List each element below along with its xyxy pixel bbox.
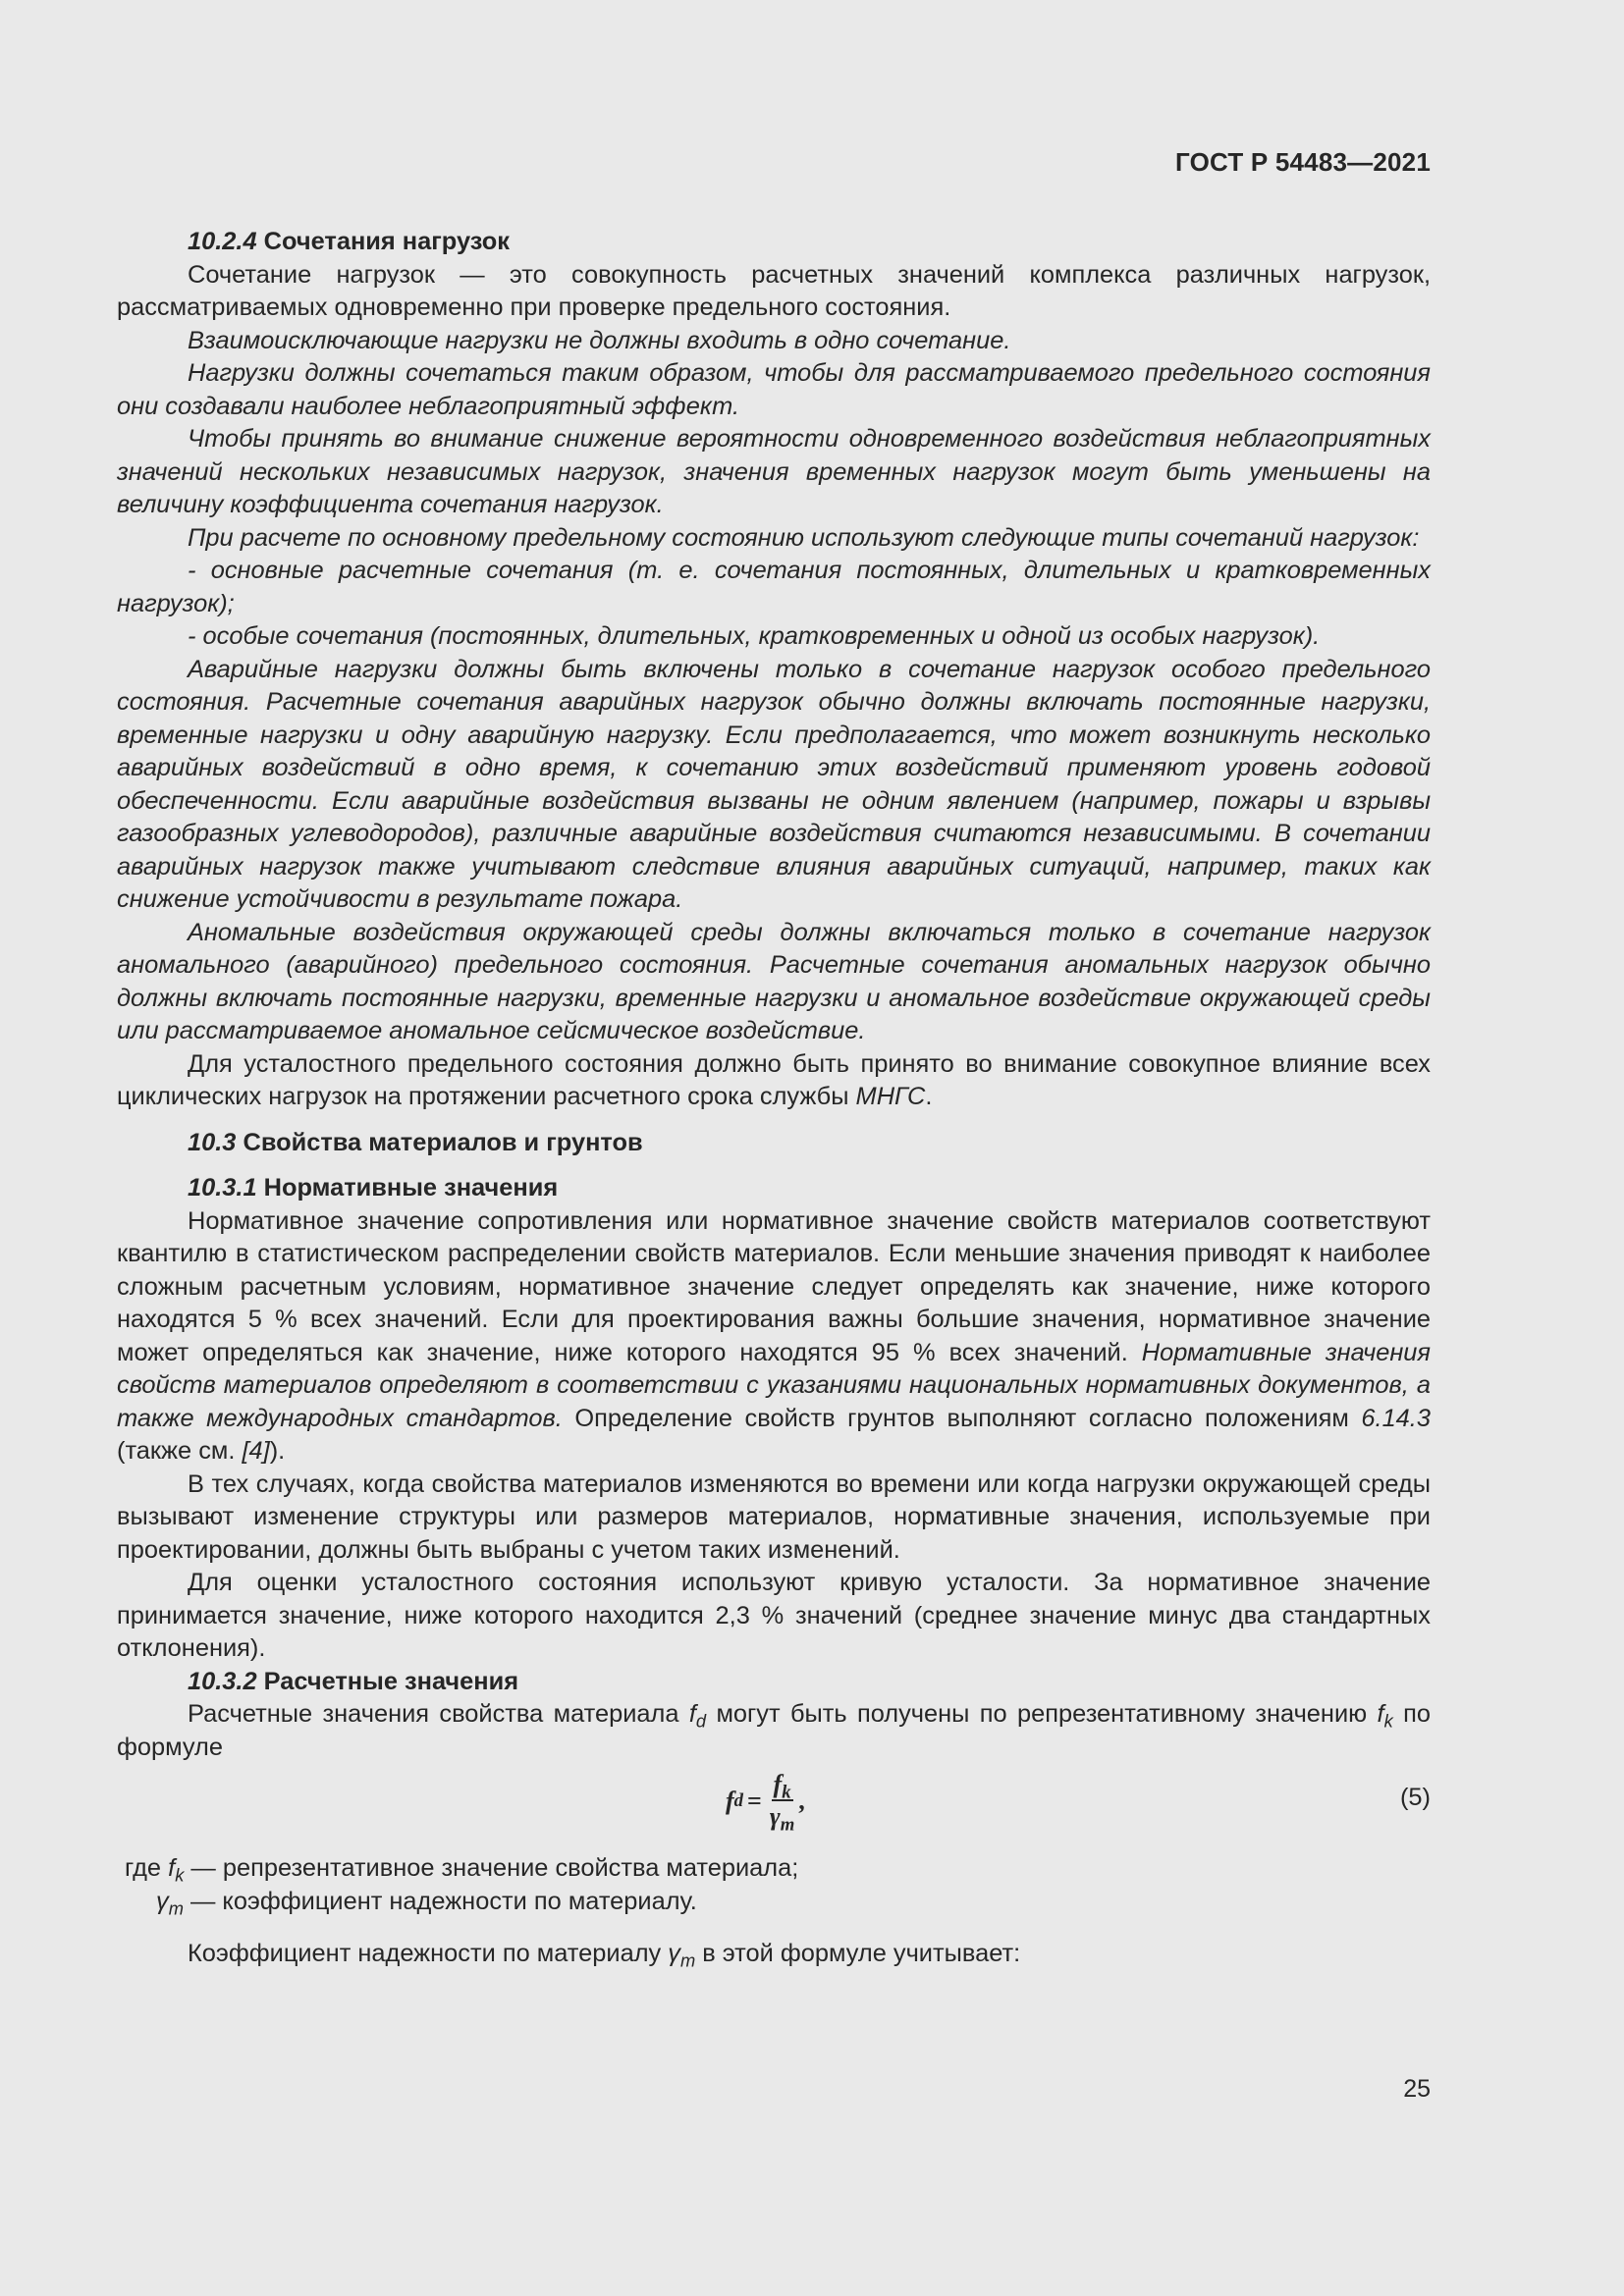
section-10-3-heading: 10.3 Свойства материалов и грунтов	[188, 1128, 643, 1156]
page-number: 25	[1403, 2075, 1431, 2103]
document-header: ГОСТ Р 54483—2021	[1175, 147, 1431, 177]
where-line-2: $\gamma_m$ — коэффициент надежности по материалу.	[156, 1887, 697, 1918]
paragraph: Для усталостного предельного состояния должно быть принято во внимание совокупное влияние всех циклических нагрузок на протяжении расчетного срока службы МНГС.	[117, 1049, 1431, 1110]
section-10-3-2-heading: 10.3.2 Расчетные значения	[188, 1667, 519, 1695]
paragraph: Взаимоисключающие нагрузки не должны входить в одно сочетание.	[188, 326, 1011, 354]
paragraph: Расчетные значения свойства материала $f_d$ могут быть получены по репрезентативному значению $f_k$ по формуле	[117, 1700, 1431, 1761]
where-line-1: где $f_k$ — репрезентативное значение свойства материала;	[125, 1854, 799, 1886]
formula-fraction: $\frac{f_k}{\gamma_m}$	[769, 1770, 795, 1836]
paragraph: В тех случаях, когда свойства материалов изменяются во времени или когда нагрузки окружающей среды вызывают изменение структуры или размеров материалов, нормативные значения, используемые при проектировании, должны быть выбраны с учетом таких изменений.	[117, 1469, 1431, 1564]
formula-number: (5)	[1399, 1784, 1431, 1811]
formula-expression: f d = $\frac{f_k}{\gamma_m}$ ,	[726, 1770, 805, 1836]
paragraph: Аномальные воздействия окружающей среды должны включаться только в сочетание нагрузок аномального (аварийного) предельного состояния. Расчетные сочетания аномальных нагрузок обычно должны включать постоянные нагрузки, временные нагрузки и аномальное воздействие окружающей среды или рассматриваемое аномальное сейсмическое воздействие.	[117, 918, 1431, 1044]
section-10-3-1-heading: 10.3.1 Нормативные значения	[188, 1174, 559, 1201]
document-body	[117, 226, 1431, 1971]
list-item: - основные расчетные сочетания (т. е. сочетания постоянных, длительных и кратковременных нагрузок);	[117, 557, 1431, 617]
paragraph: Аварийные нагрузки должны быть включены только в сочетание нагрузок особого предельного состояния. Расчетные сочетания аварийных нагрузок обычно должны включать постоянные нагрузки, временные нагрузки и одну аварийную нагрузку. Если предполагается, что может возникнуть несколько аварийных воздействий в одно время, к сочетанию этих воздействий применяют уровень годовой обеспеченности. Если аварийные воздействия вызваны не одним явлением (например, пожары и взрывы газообразных углеводородов), различные аварийные воздействия считаются независимыми. В сочетании аварийных нагрузок также учитывают следствие влияния аварийных ситуаций, например, таких как снижение устойчивости в результате пожара.	[117, 655, 1431, 913]
formula-5	[117, 1768, 1431, 1844]
paragraph: Чтобы принять во внимание снижение вероятности одновременного воздействия неблагоприятных значений нескольких независимых нагрузок, значения временных нагрузок могут быть уменьшены на величину коэффициента сочетания нагрузок.	[117, 425, 1431, 518]
section-10-2-4-heading: 10.2.4 Сочетания нагрузок	[188, 228, 510, 255]
paragraph: При расчете по основному предельному состоянию используют следующие типы сочетаний нагрузок:	[188, 523, 1420, 552]
list-item: - особые сочетания (постоянных, длительных, кратковременных и одной из особых нагрузок).	[188, 622, 1321, 650]
paragraph: Коэффициент надежности по материалу $\gamma_m$ в этой формуле учитывает:	[188, 1940, 1021, 1971]
paragraph: Для оценки усталостного состояния используют кривую усталости. За нормативное значение принимается значение, ниже которого находится 2,3 % значений (среднее значение минус два стандартных отклонения).	[117, 1569, 1431, 1662]
document-page	[117, 0, 1431, 2296]
paragraph: Нагрузки должны сочетаться таким образом, чтобы для рассматриваемого предельного состояния они создавали наиболее неблагоприятный эффект.	[117, 359, 1431, 420]
paragraph: Сочетание нагрузок — это совокупность расчетных значений комплекса различных нагрузок, рассматриваемых одновременно при проверке предельного состояния.	[117, 260, 1431, 321]
paragraph: Нормативное значение сопротивления или нормативное значение свойств материалов соответствуют квантилю в статистическом распределении свойств материалов. Если меньшие значения приводят к наиболее сложным расчетным условиям, нормативное значение следует определять как значение, ниже которого находятся 5 % всех значений. Если для проектирования важны большие значения, нормативное значение может определяться как значение, ниже которого находятся 95 % всех значений. Нормативные значения свойств материалов определяют в соответствии с указаниями национальных нормативных документов, а также международных стандартов. Определение свойств грунтов выполняют согласно положениям 6.14.3 (также см. [4]).	[117, 1206, 1431, 1465]
